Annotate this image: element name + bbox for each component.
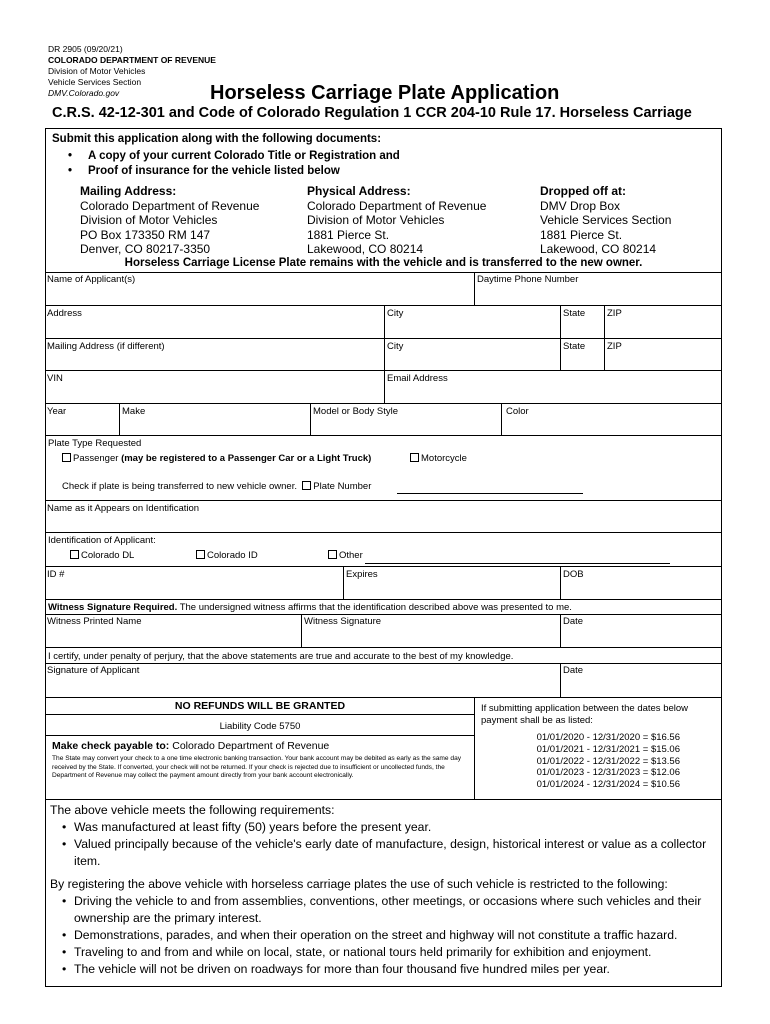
check-payable: Make check payable to: Colorado Department of Revenue bbox=[52, 740, 330, 752]
mailing-address-field[interactable]: Mailing Address (if different) bbox=[45, 339, 385, 371]
address-line: Colorado Department of Revenue bbox=[307, 198, 487, 213]
section-name: Vehicle Services Section bbox=[48, 77, 142, 87]
year-field[interactable]: Year bbox=[45, 404, 120, 436]
form-header-info bbox=[48, 44, 216, 99]
address-heading: Physical Address: bbox=[307, 184, 411, 198]
divider bbox=[45, 799, 722, 800]
restriction-item: • Demonstrations, parades, and when their operation on the street and highway will not constitute a traffic hazard. bbox=[62, 927, 720, 944]
plate-transfer-note: Horseless Carriage License Plate remains with the vehicle and is transferred to the new owner. bbox=[124, 257, 643, 269]
requirements-intro: The above vehicle meets the following requirements: bbox=[50, 803, 335, 817]
fee-row: 01/01/2021 - 12/31/2021 = $15.06 bbox=[536, 743, 680, 755]
witness-signature-field[interactable]: Witness Signature bbox=[302, 614, 561, 648]
requirement-item: • Valued principally because of the vehicle's early date of manufacture, design, historical interest or value as a collector item. bbox=[62, 836, 720, 870]
requirement-item: • Was manufactured at least fifty (50) years before the present year. bbox=[62, 819, 720, 836]
divider bbox=[45, 735, 475, 736]
address-line: Denver, CO 80217-3350 bbox=[80, 242, 211, 256]
model-field[interactable]: Model or Body Style bbox=[311, 404, 502, 436]
plate-type-label: Plate Type Requested bbox=[48, 438, 142, 449]
address-line: Division of Motor Vehicles bbox=[307, 213, 445, 227]
dob-field[interactable]: DOB bbox=[561, 566, 722, 600]
witness-printed-name-field[interactable]: Witness Printed Name bbox=[45, 614, 302, 648]
colorado-dl-option[interactable]: Colorado DL bbox=[70, 550, 134, 561]
other-id-line[interactable] bbox=[365, 563, 670, 564]
other-checkbox[interactable] bbox=[328, 550, 337, 559]
requirements-section bbox=[50, 802, 720, 978]
address-heading: Mailing Address: bbox=[80, 184, 177, 198]
fee-row: 01/01/2023 - 12/31/2023 = $12.06 bbox=[536, 767, 680, 779]
restriction-item: • Traveling to and from and while on local, state, or national tours held primarily for exhibition and enjoyment. bbox=[62, 944, 720, 961]
physical-address-block bbox=[307, 184, 486, 257]
fee-row: 01/01/2022 - 12/31/2022 = $13.56 bbox=[536, 755, 680, 767]
divider bbox=[45, 714, 475, 715]
colorado-id-checkbox[interactable] bbox=[196, 550, 205, 559]
name-as-id-field[interactable]: Name as it Appears on Identification bbox=[45, 500, 722, 533]
website-text: DMV.Colorado.gov bbox=[48, 88, 120, 98]
colorado-dl-checkbox[interactable] bbox=[70, 550, 79, 559]
make-field[interactable]: Make bbox=[120, 404, 311, 436]
address-line: Lakewood, CO 80214 bbox=[540, 242, 657, 256]
dropoff-address-block bbox=[540, 184, 671, 257]
other-option[interactable]: Other bbox=[328, 550, 363, 561]
address-field[interactable]: Address bbox=[45, 306, 385, 339]
expires-field[interactable]: Expires bbox=[344, 566, 561, 600]
address-line: 1881 Pierce St. bbox=[540, 227, 623, 242]
signature-date-field[interactable]: Date bbox=[561, 663, 722, 698]
mailing-address-block bbox=[80, 184, 259, 257]
requirements-list bbox=[50, 819, 720, 870]
mailing-state-field[interactable]: State bbox=[561, 339, 605, 371]
address-line: PO Box 173350 RM 147 bbox=[80, 227, 211, 242]
email-field[interactable]: Email Address bbox=[385, 371, 722, 404]
passenger-option[interactable]: Passenger (may be registered to a Passenger Car or a Light Truck) bbox=[62, 453, 371, 464]
daytime-phone-field[interactable]: Daytime Phone Number bbox=[475, 272, 722, 306]
fee-row: 01/01/2024 - 12/31/2024 = $10.56 bbox=[536, 779, 680, 791]
applicant-signature-field[interactable]: Signature of Applicant bbox=[45, 663, 561, 698]
department-name: COLORADO DEPARTMENT OF REVENUE bbox=[48, 55, 216, 65]
restriction-item: • Driving the vehicle to and from assemblies, conventions, other meetings, or occasions where such vehicles and their ownership are the primary interest. bbox=[62, 893, 720, 927]
vin-field[interactable]: VIN bbox=[45, 371, 385, 404]
form-id: DR 2905 (09/20/21) bbox=[48, 44, 123, 54]
submit-item: • A copy of your current Colorado Title or Registration and bbox=[68, 150, 400, 162]
submit-heading: Submit this application along with the following documents: bbox=[52, 133, 382, 145]
address-line: Vehicle Services Section bbox=[540, 213, 672, 227]
city-field[interactable]: City bbox=[385, 306, 561, 339]
page-subtitle: C.R.S. 42-12-301 and Code of Colorado Regulation 1 CCR 204-10 Rule 17. Horseless Carriage bbox=[52, 105, 692, 121]
motorcycle-checkbox[interactable] bbox=[410, 453, 419, 462]
colorado-id-option[interactable]: Colorado ID bbox=[196, 550, 258, 561]
motorcycle-option[interactable]: Motorcycle bbox=[410, 453, 467, 464]
page-title: Horseless Carriage Plate Application bbox=[210, 82, 560, 104]
passenger-checkbox[interactable] bbox=[62, 453, 71, 462]
fee-schedule bbox=[475, 732, 680, 791]
no-refunds-notice: NO REFUNDS WILL BE GRANTED bbox=[174, 700, 346, 712]
submit-list bbox=[68, 149, 400, 179]
address-line: Division of Motor Vehicles bbox=[80, 213, 218, 227]
state-field[interactable]: State bbox=[561, 306, 605, 339]
division-name: Division of Motor Vehicles bbox=[48, 66, 146, 76]
zip-field[interactable]: ZIP bbox=[605, 306, 722, 339]
restrictions-intro: By registering the above vehicle with horseless carriage plates the use of such vehicle is restricted to the following: bbox=[50, 877, 668, 891]
fee-row: 01/01/2020 - 12/31/2020 = $16.56 bbox=[536, 732, 680, 743]
address-line: DMV Drop Box bbox=[540, 198, 621, 213]
color-field[interactable]: Color bbox=[502, 404, 722, 436]
address-heading: Dropped off at: bbox=[540, 184, 626, 198]
submit-item: • Proof of insurance for the vehicle listed below bbox=[68, 165, 340, 177]
transfer-option[interactable]: Check if plate is being transferred to new vehicle owner. Plate Number bbox=[62, 481, 372, 492]
identification-label: Identification of Applicant: bbox=[48, 535, 156, 546]
plate-number-line[interactable] bbox=[397, 493, 583, 494]
payment-fine-print: The State may convert your check to a one time electronic banking transaction. Your bank account may be debited as early as the same day received by the State. If converted, your check will not be returned. If your check is rejected due to insufficient or uncollected funds, the Department of Revenue may collect the payment amount directly from your bank account electronically. bbox=[52, 755, 462, 780]
mailing-zip-field[interactable]: ZIP bbox=[605, 339, 722, 371]
id-number-field[interactable]: ID # bbox=[45, 566, 344, 600]
restrictions-list bbox=[50, 893, 720, 978]
liability-code: Liability Code 5750 bbox=[219, 721, 301, 732]
witness-date-field[interactable]: Date bbox=[561, 614, 722, 648]
witness-statement: Witness Signature Required. The undersigned witness affirms that the identification described above was presented to me. bbox=[48, 602, 572, 613]
address-line: 1881 Pierce St. bbox=[307, 227, 390, 242]
mailing-city-field[interactable]: City bbox=[385, 339, 561, 371]
dates-intro: If submitting application between the dates below payment shall be as listed: bbox=[481, 703, 689, 726]
address-line: Lakewood, CO 80214 bbox=[307, 242, 424, 256]
applicant-name-field[interactable]: Name of Applicant(s) bbox=[45, 272, 475, 306]
transfer-checkbox[interactable] bbox=[302, 481, 311, 490]
certify-statement: I certify, under penalty of perjury, that the above statements are true and accurate to the best of my knowledge. bbox=[48, 651, 514, 662]
address-line: Colorado Department of Revenue bbox=[80, 198, 260, 213]
restriction-item: • The vehicle will not be driven on roadways for more than four thousand five hundred miles per year. bbox=[62, 961, 720, 978]
